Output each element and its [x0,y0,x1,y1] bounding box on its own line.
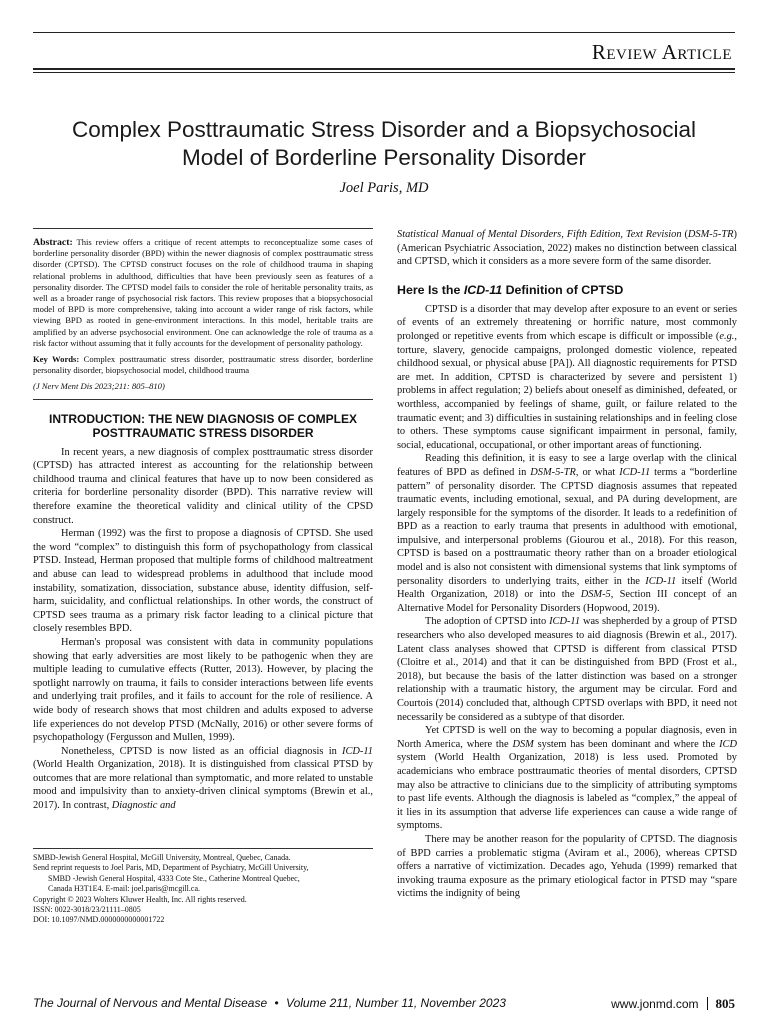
keywords-text: Complex posttraumatic stress disorder, posttraumatic stress disorder, borderline personality disorder, biopsychosocial model, childhood trauma [33,354,373,376]
abstract-label: Abstract: [33,237,73,248]
footnote-affiliation: SMBD-Jewish General Hospital, McGill University, Montreal, Quebec, Canada. [33,853,291,862]
stigma-paragraph: There may be another reason for the popularity of CPTSD. The diagnosis of BPD carries a problematic stigma (Aviram et al., 2006), whereas CPTSD offers a narrative of victimization. Decades ago, Yehuda (1999) remarked that invoking trauma exposure as the primary etiological factor in PTSD may “spare victims the indignity of being [397,833,737,900]
footnote-doi: DOI: 10.1097/NMD.0000000000001722 [33,915,165,925]
continuation-paragraph: Statistical Manual of Mental Disorders, Fifth Edition, Text Revision (DSM-5-TR) (American Psychiatric Association, 2022) makes no distinction between classical and CPTSD, which it considers as a more severe form of the same disorder. [397,229,737,268]
right-column [397,228,737,901]
keywords-paragraph [33,354,373,376]
author-name: Joel Paris, MD [339,180,429,196]
intro-paragraph-2: Herman (1992) was the first to propose a diagnosis of CPTSD. She used the word “complex” to distinguish this form of psychopathology from classical PTSD. Instead, Herman proposed that multiple forms of childhood maltreatment and abuse can lead to widespread problems in adulthood that include mood instability, somatization, dissociation, substance abuse, identity diffusion, self-harm, suicidality, and conflictual relationships. In other words, the construct of CPTSD sees trauma as a primary risk factor leading to a clinical picture that closely resembles BPD. [33,528,373,635]
journal-url[interactable]: www.jonmd.com [611,997,699,1011]
icd11-definition-heading: Here Is the ICD-11 Definition of CPTSD [397,282,624,297]
intro-paragraph-1: In recent years, a new diagnosis of complex posttraumatic stress disorder (CPTSD) has attracted interest as accounting for the relationship between childhood trauma and clinical features that have up to now been considered as criteria for borderline personality disorder (BPD). This narrative review will therefore examine the theoretical validity and clinical utility of the CPSD construct. [33,446,373,526]
abstract-text: This review offers a critique of recent attempts to reconceptualize some cases of borderline personality disorder (BPD) within the newer diagnosis of complex posttraumatic stress disorder (CPTSD). The CPTSD construct focuses on the role of childhood trauma in shaping relational problems in adulthood, difficulties that have been previously seen as features of a personality disorder. The CPTSD model fails to consider the role of heritable personality traits, as well as a broader range of psychosocial risk factors. This review proposes that a biopsychosocial model of BPD is more comprehensive, taking into account a wider range of risk factors, while viewing BPD as rooted in gene-environment interactions. In this model, heritable traits are amplified by an adverse psychosocial environment. One can acknowledge the role of trauma as a risk factor without assuming that it fully accounts for the development of personality pathology. [33,237,373,348]
header-bottom-rule-thin [33,72,735,73]
article-title [40,116,728,172]
article-title-line-1: Complex Posttraumatic Stress Disorder and a Biopsychosocial [71,117,696,142]
page-number: 805 [715,996,735,1011]
header-top-rule [33,32,735,33]
abstract-bottom-rule [33,399,373,400]
page-footer [33,996,735,1010]
footnote-rule [33,848,373,849]
citation: (J Nerv Ment Dis 2023;211: 805–810) [33,381,165,392]
footer-separator [707,997,708,1010]
footer-right [611,996,735,1012]
keywords-label: Key Words: [33,354,80,365]
popularity-paragraph: Yet CPTSD is well on the way to becoming a popular diagnosis, even in North America, where the DSM system has been dominant and where the ICD system (World Health Organization, 2018) is less used. Promoted by academicians who embrace posttraumatic theories of mental disorders, CPTSD may also be attractive to clinicians due to the simplicity of attributing symptoms to past life events. Although the diagnosis is labeled as “complex,” the appeal of it lies in its assumption that adverse life experiences can cause a wide range of symptoms. [397,725,737,832]
footnotes [33,848,373,926]
footnote-reprint: Send reprint requests to Joel Paris, MD, Department of Psychiatry, McGill University, [33,863,309,873]
abstract-box [33,228,373,400]
intro-paragraph-3: Herman's proposal was consistent with data in community populations showing that early adversities are most likely to be pathogenic when they are multiple leading to cumulative effects (Rutter, 2013). However, by placing the spotlight narrowly on trauma, it fails to consider interactions between life events and underlying trait profiles, and it fails to account for the role of resilience. A wide body of research shows that most children and adults exposed to adverse life experiences do not develop PTSD (McNally, 2016) or other severe forms of psychopathology (Fergusson and Mullen, 1999). [33,636,373,744]
footnote-issn: ISSN: 0022-3018/23/21111–0805 [33,905,141,915]
footer-bullet: • [274,996,279,1010]
article-title-line-2: Model of Borderline Personality Disorder [182,145,586,170]
definition-paragraph: CPTSD is a disorder that may develop after exposure to an event or series of events of an extremely threatening or horrific nature, most commonly prolonged or repetitive events from which escape is difficult or impossible (e.g., torture, slavery, genocide campaigns, prolonged domestic violence, repeated childhood sexual, or physical abuse [PA]). All diagnostic requirements for PTSD are met. In addition, CPTSD is characterized by severe and persistent 1) problems in affect regulation; 2) beliefs about oneself as diminished, defeated, or worthless, accompanied by feelings of shame, guilt, or failure related to the traumatic event; and 3) difficulties in sustaining relationships and in feeling close to others. These symptoms cause significant impairment in personal, family, social, educational, occupational, or other important areas of functioning. [397,303,737,451]
adoption-paragraph: The adoption of CPTSD into ICD-11 was shepherded by a group of PTSD researchers who also developed measures to aid diagnosis (Brewin et al., 2017). Latent class analyses showed that CPTSD is different from classical PTSD (Cloitre et al., 2014) and that it can be distinguished from BPD (Frost et al., 2018), but because the basis of the latter distinction was based on a stronger relationship with a traumatic history, the argument may be circular. Ford and Courtois (2014) concluded that, although CPTSD overlaps with BPD, it need not necessarily be considered as a subtype of that disorder. [397,616,737,723]
footnote-copyright: Copyright © 2023 Wolters Kluwer Health, Inc. All rights reserved. [33,894,247,904]
left-column [33,228,373,813]
abstract-paragraph [33,237,373,349]
intro-paragraph-4: Nonetheless, CPTSD is now listed as an official diagnosis in ICD-11 (World Health Organization, 2018). It is distinguished from classical PTSD by outcomes that are more relational than symptomatic, and more related to unstable mood and impulsivity than to anxiety-driven clinical symptoms (Brewin et al., 2017). In contrast, Diagnostic and [33,745,373,812]
journal-name: The Journal of Nervous and Mental Disease [33,996,268,1010]
footnote-email: Canada H3T1E4. E-mail: joel.paris@mcgill.ca. [48,884,200,894]
footnote-address-1: SMBD -Jewish General Hospital, 4333 Cote Ste., Catherine Montreal Quebec, [48,873,300,883]
journal-volume: Volume 211, Number 11, November 2023 [286,996,506,1010]
section-label: Review Article [591,40,732,64]
overlap-paragraph: Reading this definition, it is easy to see a large overlap with the clinical features of BPD as defined in DSM-5-TR, or what ICD-11 terms a “borderline pattern” of personality disorder. The CPTSD diagnosis assumes that repeated traumatic events, including emotional, sexual, and PA during development, are largely responsible for the symptoms of the disorder. It leads to a redefinition of BPD as a reaction to early trauma that presents in adulthood with emotional, impulsive, and interpersonal problems (Giourou et al., 2018). For this reason, CPTSD is based on a posttraumatic theory rather than on a broader etiological model and is also not consistent with dimensional systems that link symptoms of personality disorders to underlying traits, either in the ICD-11 itself (World Health Organization, 2018) or into the DSM-5, Section III concept of an Alternative Model for Personality Disorders (Hopwood, 2019). [397,453,737,614]
header-bottom-rule [33,68,735,70]
intro-heading: INTRODUCTION: THE NEW DIAGNOSIS OF COMPLEX POSTTRAUMATIC STRESS DISORDER [49,411,357,440]
